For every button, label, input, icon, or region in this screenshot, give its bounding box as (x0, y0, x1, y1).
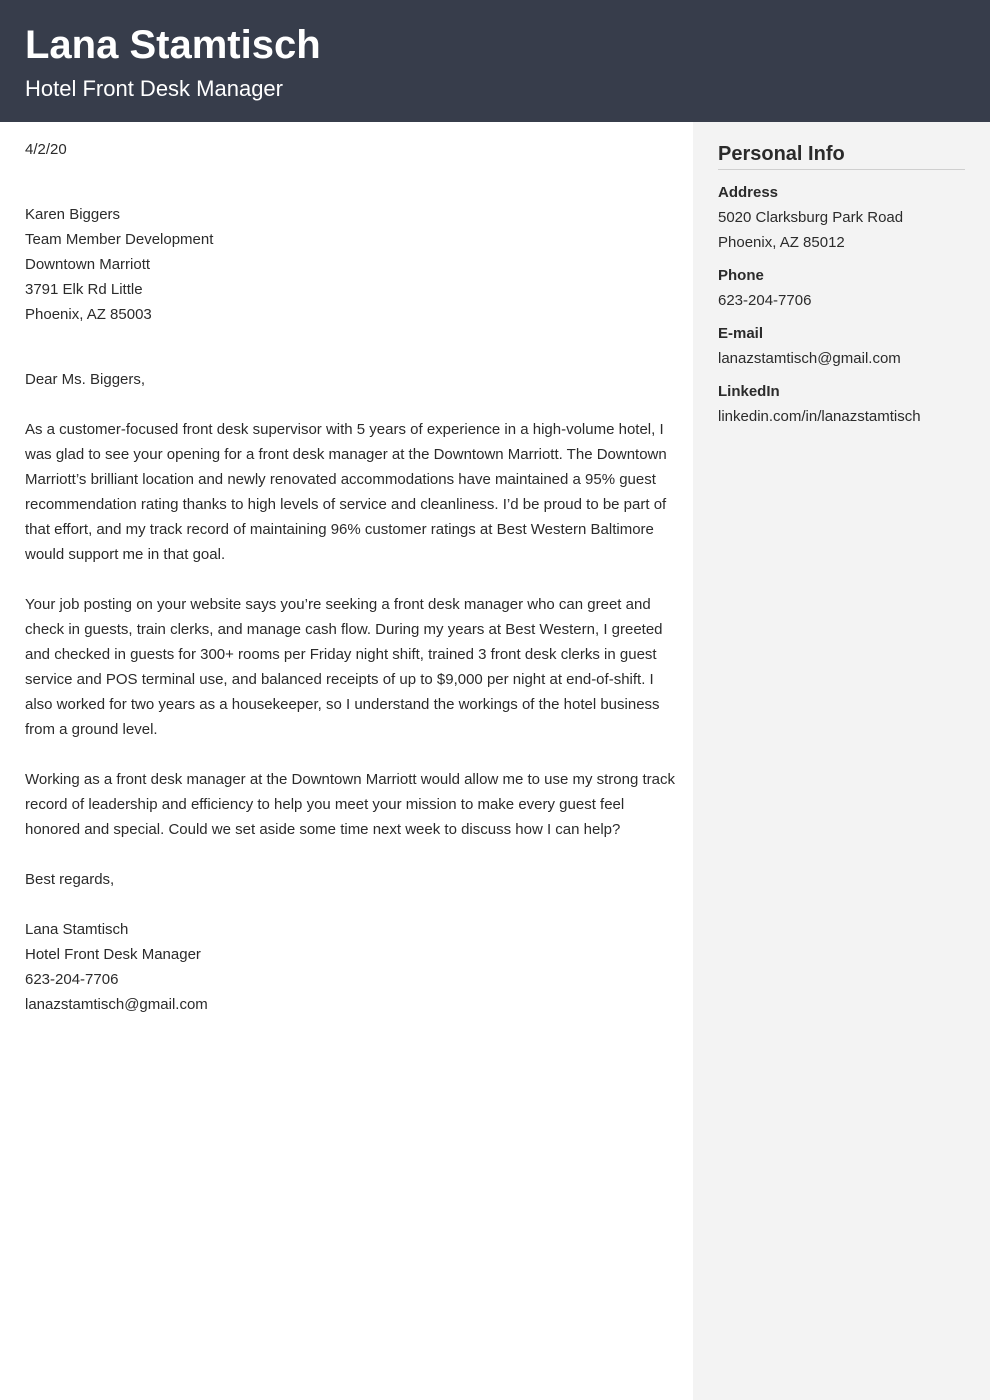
address-group (718, 180, 978, 255)
personal-info (718, 180, 978, 437)
paragraph-3: Working as a front desk manager at the Downtown Marriott would allow me to use my strong track record of leadership and efficiency to help you meet your mission to make every guest feel honored and special. Could we set aside some time next week to discuss how I can help? (25, 771, 676, 838)
linkedin-label: LinkedIn (718, 383, 780, 400)
paragraph-1: As a customer-focused front desk supervisor with 5 years of experience in a high-volume hotel, I was glad to see your opening for a front desk manager at the Downtown Marriott. The Downtown Marriott’s brilliant location and newly renovated accommodations have maintained a 95% guest recommendation rating thanks to high levels of service and cleanliness. I’d be proud to be part of that effort, and my track record of maintaining 96% customer ratings at Best Western Baltimore would support me in that goal. (25, 421, 667, 563)
phone-value: 623-204-7706 (718, 292, 812, 309)
signature-phone: 623-204-7706 (25, 971, 119, 988)
salutation: Dear Ms. Biggers, (25, 371, 146, 388)
candidate-title: Hotel Front Desk Manager (25, 76, 283, 101)
address-label: Address (718, 184, 779, 201)
recipient-street: 3791 Elk Rd Little (25, 281, 143, 298)
recipient-block (25, 202, 675, 327)
header (0, 0, 990, 122)
recipient-city: Phoenix, AZ 85003 (25, 306, 152, 323)
signature-name: Lana Stamtisch (25, 921, 129, 938)
linkedin-group (718, 379, 978, 429)
email-label: E-mail (718, 325, 764, 342)
recipient-department: Team Member Development (25, 231, 214, 248)
linkedin-value: linkedin.com/in/lanazstamtisch (718, 408, 921, 425)
paragraph-2: Your job posting on your website says you’re seeking a front desk manager who can greet and check in guests, train clerks, and manage cash flow. During my years at Best Western, I greeted and checked in guests for 300+ rooms per Friday night shift, trained 3 front desk clerks in guest service and POS terminal use, and balanced receipts of up to $9,000 per night at end-of-shift. I also worked for two years as a housekeeper, so I understand the workings of the hotel business from a ground level. (25, 596, 663, 738)
signature-email: lanazstamtisch@gmail.com (25, 996, 208, 1013)
sidebar (693, 122, 990, 1400)
personal-info-heading: Personal Info (718, 142, 965, 170)
signature-title: Hotel Front Desk Manager (25, 946, 201, 963)
email-value: lanazstamtisch@gmail.com (718, 350, 901, 367)
address-line-2: Phoenix, AZ 85012 (718, 234, 845, 251)
signature-block (25, 917, 675, 1017)
letter-body (25, 137, 675, 1017)
recipient-name: Karen Biggers (25, 206, 121, 223)
email-group (718, 321, 978, 371)
letter-date: 4/2/20 (25, 141, 67, 158)
address-line-1: 5020 Clarksburg Park Road (718, 209, 904, 226)
phone-group (718, 263, 978, 313)
phone-label: Phone (718, 267, 764, 284)
closing: Best regards, (25, 871, 115, 888)
recipient-company: Downtown Marriott (25, 256, 151, 273)
candidate-name: Lana Stamtisch (25, 23, 321, 67)
